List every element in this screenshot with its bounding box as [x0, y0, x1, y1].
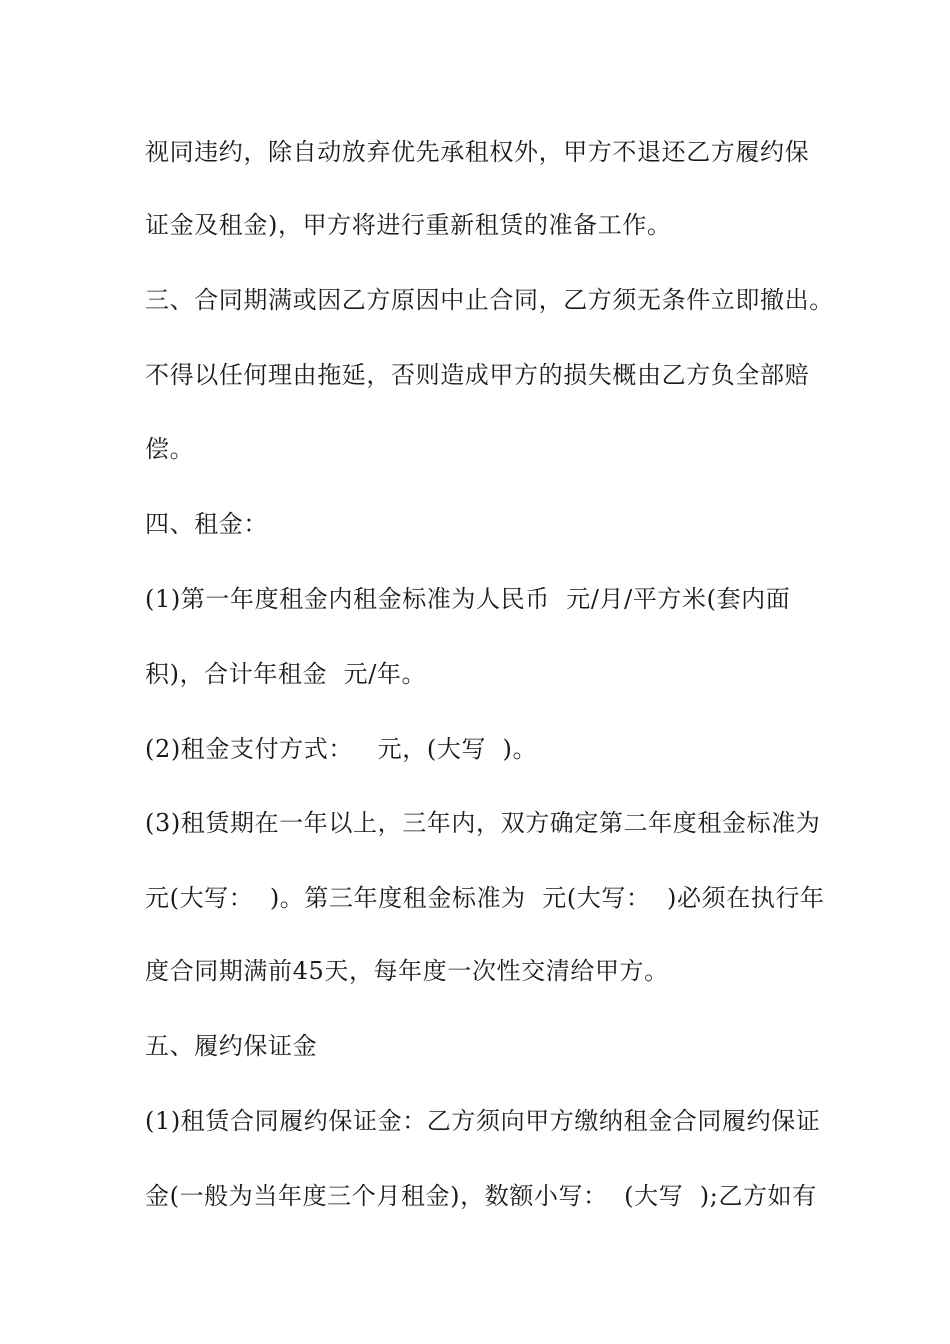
clause-line: 元(大写： )。第三年度租金标准为 元(大写： )必须在执行年 — [145, 884, 825, 912]
clause-line: (1)租赁合同履约保证金：乙方须向甲方缴纳租金合同履约保证 — [145, 1107, 821, 1135]
clause-line: (3)租赁期在一年以上，三年内，双方确定第二年度租金标准为 — [145, 809, 821, 837]
section-heading-line: 三、合同期满或因乙方原因中止合同，乙方须无条件立即撤出。 — [145, 286, 834, 314]
clause-line: 金(一般为当年度三个月租金)，数额小写： (大写 );乙方如有 — [145, 1182, 817, 1210]
clause-line: 度合同期满前45天，每年度一次性交清给甲方。 — [145, 957, 669, 985]
paragraph-line: 证金及租金)，甲方将进行重新租赁的准备工作。 — [145, 211, 672, 239]
clause-line: (2)租金支付方式： 元，(大写 )。 — [145, 735, 538, 763]
section-heading-deposit: 五、履约保证金 — [145, 1032, 318, 1060]
clause-line: (1)第一年度租金内租金标准为人民币 元/月/平方米(套内面 — [145, 585, 791, 613]
section-heading-rent: 四、租金： — [145, 510, 268, 538]
paragraph-line: 不得以任何理由拖延，否则造成甲方的损失概由乙方负全部赔 — [145, 361, 810, 389]
paragraph-line: 视同违约，除自动放弃优先承租权外，甲方不退还乙方履约保 — [145, 138, 810, 166]
paragraph-line: 偿。 — [145, 435, 195, 463]
clause-line: 积)，合计年租金 元/年。 — [145, 660, 427, 688]
